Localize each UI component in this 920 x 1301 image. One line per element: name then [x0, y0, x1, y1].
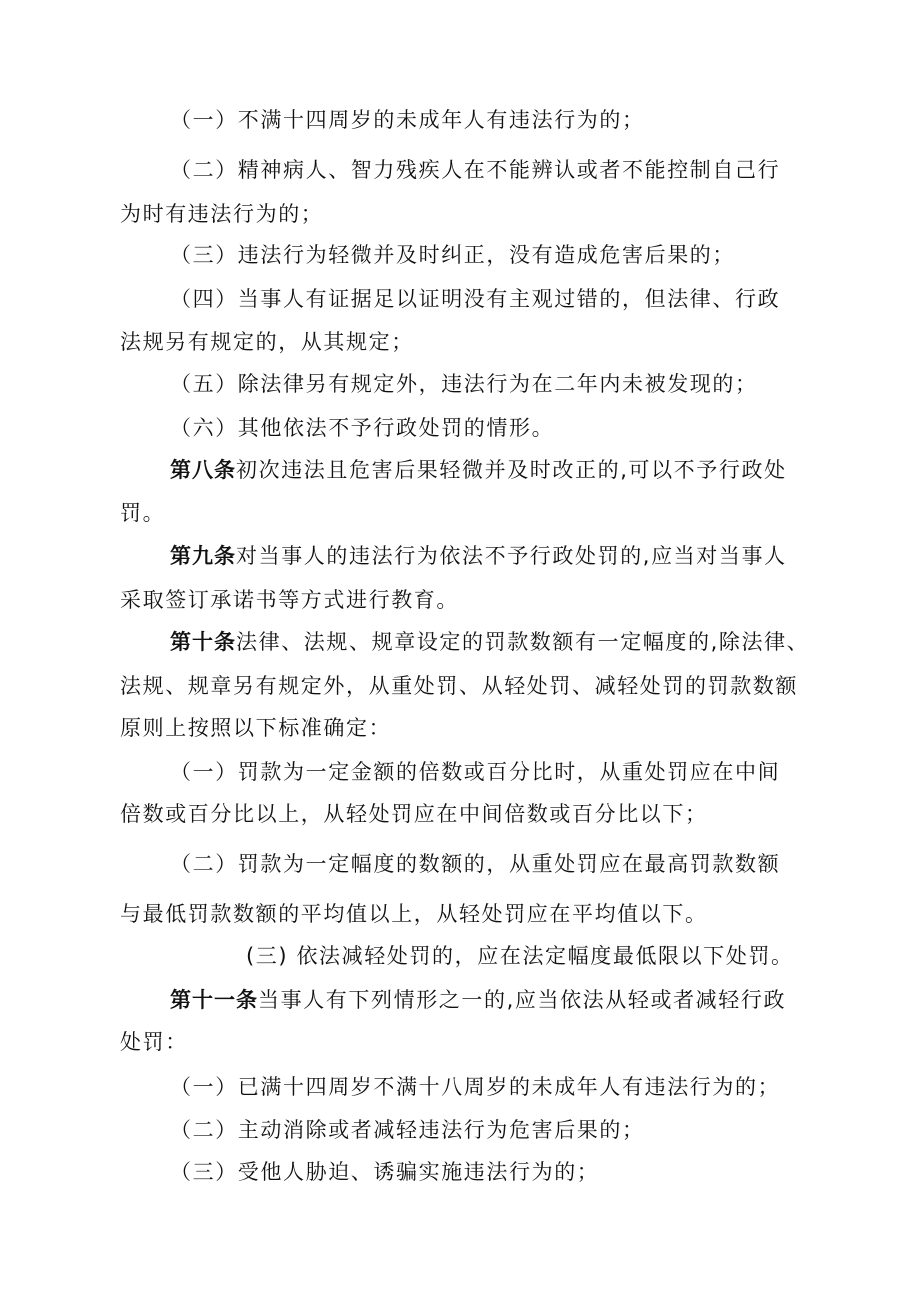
article-text: 初次违法且危害后果轻微并及时改正的,可以不予行政处	[236, 458, 787, 482]
paragraph-line: （一）已满十四周岁不满十八周岁的未成年人有违法行为的；	[170, 1075, 781, 1099]
paragraph-line: （四）当事人有证据足以证明没有主观过错的，但法律、行政	[170, 287, 781, 311]
paragraph-line: 处罚：	[120, 1030, 188, 1054]
paragraph-line: （六）其他依法不予行政处罚的情形。	[170, 416, 555, 440]
article-11-line	[170, 985, 786, 1015]
article-9-line	[170, 541, 787, 571]
paragraph-line: 原则上按照以下标准确定：	[120, 716, 392, 740]
paragraph-line: 倍数或百分比以上，从轻处罚应在中间倍数或百分比以下；	[120, 802, 708, 826]
paragraph-line: （五）除法律另有规定外，违法行为在二年内未被发现的；	[170, 372, 758, 396]
article-text: 法律、法规、规章设定的罚款数额有一定幅度的,除法律、	[236, 630, 810, 654]
paragraph-line: 法规、规章另有规定外，从重处罚、从轻处罚、减轻处罚的罚款数额	[120, 674, 798, 698]
paragraph-line: （二）主动消除或者减轻违法行为危害后果的；	[170, 1118, 645, 1142]
article-title: 第八条	[170, 458, 236, 482]
article-title: 第十一条	[170, 988, 258, 1012]
article-8-line	[170, 455, 787, 485]
article-10-line	[170, 627, 809, 657]
paragraph-line: 采取签订承诺书等方式进行教育。	[120, 588, 459, 612]
paragraph-line: 罚。	[120, 501, 166, 525]
paragraph-line: 与最低罚款数额的平均值以上，从轻处罚应在平均值以下。	[120, 902, 708, 926]
paragraph-line: （一）罚款为一定金额的倍数或百分比时，从重处罚应在中间	[170, 760, 781, 784]
paragraph-line: （三）受他人胁迫、诱骗实施违法行为的；	[170, 1160, 600, 1184]
paragraph-line: （二）精神病人、智力残疾人在不能辨认或者不能控制自己行	[170, 158, 781, 182]
paragraph-line: 法规另有规定的，从其规定；	[120, 330, 414, 354]
paragraph-line: （二）罚款为一定幅度的数额的，从重处罚应在最高罚款数额	[170, 852, 781, 876]
paragraph-line: （一）不满十四周岁的未成年人有违法行为的；	[170, 108, 645, 132]
paragraph-line: 为时有违法行为的；	[120, 202, 324, 226]
article-text: 对当事人的违法行为依法不予行政处罚的,应当对当事人	[236, 544, 787, 568]
paragraph-line: （三）违法行为轻微并及时纠正，没有造成危害后果的；	[170, 243, 735, 267]
article-title: 第十条	[170, 630, 236, 654]
article-text: 当事人有下列情形之一的,应当依法从轻或者减轻行政	[258, 988, 787, 1012]
paragraph-line: (三) 依法减轻处罚的，应在法定幅度最低限以下处罚。	[246, 944, 794, 968]
article-title: 第九条	[170, 544, 236, 568]
